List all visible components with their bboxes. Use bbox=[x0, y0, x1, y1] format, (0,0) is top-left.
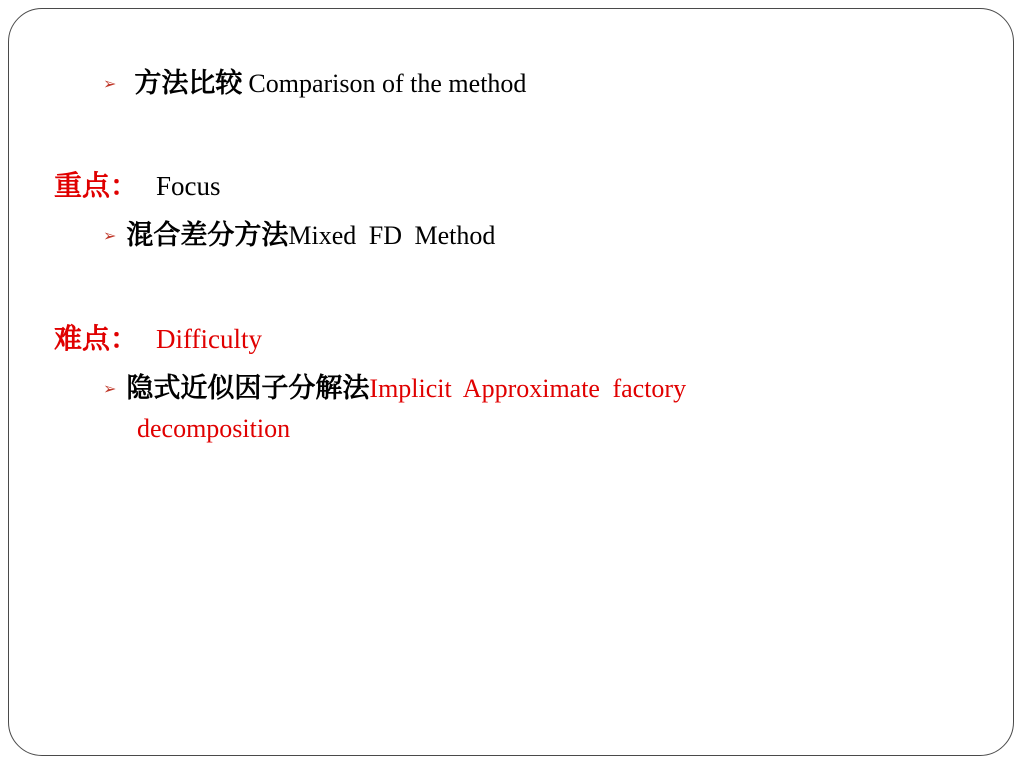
bullet-item-comparison bbox=[103, 70, 526, 97]
item-en-continuation: decomposition bbox=[137, 414, 291, 443]
difficulty-heading-line bbox=[54, 322, 262, 355]
arrow-bullet-icon: ➢ bbox=[103, 379, 117, 398]
focus-heading: 重点： bbox=[54, 169, 139, 202]
item-en-label: Implicit Approximate factory bbox=[369, 374, 687, 403]
bullet-item-mixed-fd bbox=[103, 222, 495, 249]
item-zh-label: 隐式近似因子分解法 bbox=[126, 373, 370, 404]
arrow-bullet-icon: ➢ bbox=[103, 226, 117, 245]
item-en-label: Comparison of the method bbox=[248, 69, 527, 98]
bullet-item-implicit bbox=[103, 375, 686, 402]
item-en-label: Mixed FD Method bbox=[288, 221, 496, 250]
difficulty-heading: 难点： bbox=[54, 322, 139, 355]
difficulty-en-label: Difficulty bbox=[156, 324, 262, 354]
arrow-bullet-icon: ➢ bbox=[103, 74, 117, 93]
focus-heading-line bbox=[54, 169, 221, 202]
item-zh-label: 方法比较 bbox=[134, 68, 243, 99]
focus-en-label: Focus bbox=[156, 171, 221, 201]
item-zh-label: 混合差分方法 bbox=[126, 220, 289, 251]
